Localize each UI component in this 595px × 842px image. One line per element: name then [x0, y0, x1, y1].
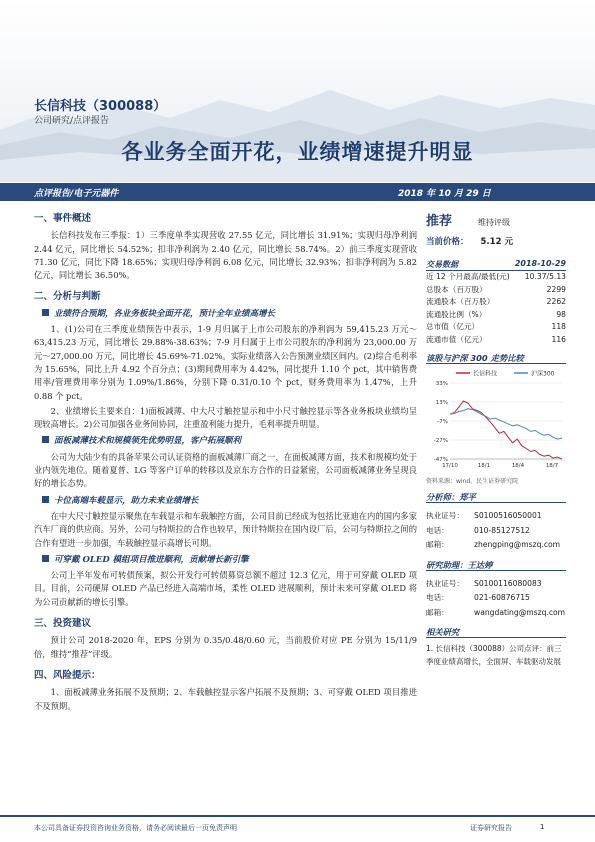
assistant-row-value: wangdating@mszq.com: [474, 607, 566, 617]
analyst-row-value: S0100516050001: [474, 511, 542, 520]
assistant-row: [426, 606, 566, 621]
trade-row-value: 118: [551, 322, 566, 331]
sidebar: [426, 210, 566, 668]
paragraph: 公司为大陆少有的具备苹果公司认证资格的面板减薄厂商之一，在面板减薄方面，技术和规模均处于业内领先地位。随着夏普、LG 等客户订单的转移以及京东方合作的日益紧密，公司面板减薄业务呈现良好的增长态势。: [34, 451, 417, 489]
related-title: 相关研究: [426, 626, 566, 638]
report-title: 各业务全面开花，业绩增速提升明显: [121, 140, 474, 164]
trade-row-value: 2262: [546, 297, 566, 306]
trade-row: [426, 321, 566, 334]
paragraph: 预计公司 2018-2020 年，EPS 分别为 0.35/0.48/0.60 元，当前股价对应 PE 分别为 15/11/9 倍，维持“推荐”评级。: [34, 635, 417, 659]
trade-row-value: 2299: [546, 284, 566, 294]
rating-note: 维持评级: [478, 218, 511, 227]
trade-data-header: [426, 259, 566, 271]
chart-svg: [426, 367, 566, 472]
analyst-row: [426, 509, 566, 524]
square-bullet-icon: [42, 555, 49, 562]
analyst-row-key: 电话：: [426, 525, 449, 535]
paragraph: 公司上半年发布可转债预案，拟公开发行可转债募资总额不超过 12.3 亿元，用于可穿戴 OLED 项目。目前，公司硬屏 OLED 产品已经进入高端市场，柔性 OLED 进展顺利，预计未来可穿戴 OLED 将为公司贡献新的增长引擎。: [34, 570, 417, 607]
assistant-row-key: 邮箱：: [426, 607, 449, 617]
page-number: 1: [540, 823, 545, 831]
chart-source: 资料来源：wind，民生证券研究院: [426, 478, 519, 485]
trade-data-date: 2018-10-29: [514, 259, 566, 268]
chart-title: 该股与沪深 300 走势比较: [426, 352, 566, 364]
assistant-row-value: 021-60876715: [474, 593, 530, 602]
page-footer: [0, 815, 595, 842]
price-label: 当前价格：: [426, 237, 469, 247]
assistant-row-value: S0100116080083: [474, 578, 542, 588]
trade-row-value: 10.37/5.13: [524, 272, 566, 281]
price-value: 5.12 元: [480, 237, 513, 247]
report-category: 点评报告/电子元器件: [34, 189, 119, 199]
analyst-row: [426, 524, 566, 539]
analyst-row: [426, 538, 566, 553]
bullet-heading: [34, 554, 417, 567]
legend-label: 长信科技: [473, 370, 498, 378]
bullet-heading: [34, 435, 417, 448]
price-row: [426, 235, 566, 247]
analyst-row-value: 010-85127512: [474, 525, 530, 535]
trade-row: [426, 309, 566, 322]
analyst-row-value: zhengping@mszq.com: [474, 540, 561, 549]
paragraph: 1、(1)公司在三季度业绩预告中表示，1-9 月归属于上市公司股东的净利润为 59,415.23 万元～63,415.23 万元，同比增长 29.88%-38.63%；7-9 月归属于上市公司股东的净利润为 23,000.00 万元～27,000.00 万元，同比增长 45.69%-71.02%。实际业绩落入公告预测业绩区间内。(2)综合毛利率为 15.65%，同比上升 4.92 个百分点；(3)期间费用率为 4.42%，同比提升 1.10 个 pct，其中销售费用率/管理费用率分别为 1.09%/1.86%，分别下降 0.31/0.10 个 pct，财务费用率为 1.47%，上升 0.88 个 pct。: [34, 324, 417, 401]
main-content: [34, 210, 417, 715]
bullet-heading-text: 业绩符合预期，各业务板块全面开花，预计全年业绩高增长: [54, 308, 276, 319]
related-research-item[interactable]: 1. 长信科技（300088）公司点评：前三季度业绩高增长，全面屏、车载驱动发展: [426, 644, 562, 666]
y-tick-label: -7%: [437, 419, 448, 425]
trade-data-table: [426, 271, 566, 346]
y-tick-label: 33%: [435, 381, 448, 387]
trade-row: [426, 296, 566, 309]
assistant-title: 研究助理：王达婷: [426, 559, 566, 571]
report-date: 2018 年 10 月 29 日: [398, 189, 491, 199]
bullet-heading: [34, 308, 417, 321]
trade-data-title: 交易数据: [426, 260, 458, 269]
legend-label: 沪深300: [531, 370, 555, 378]
trade-row: [426, 271, 566, 284]
section-heading: 一、事件概述: [34, 213, 92, 224]
rating: 推荐: [426, 214, 453, 229]
trade-row-value: 116: [551, 334, 566, 344]
assistant-row: [426, 591, 566, 606]
bullet-heading-text: 面板减薄技术和规模领先优势明显，客户拓展顺利: [54, 436, 242, 447]
section-heading: 三、投资建议: [34, 618, 92, 630]
trade-row-value: 98: [556, 309, 566, 319]
square-bullet-icon: [42, 496, 49, 503]
y-tick-label: 13%: [435, 400, 448, 406]
assistant-row-key: 电话：: [426, 593, 449, 602]
company-name: 长信科技（300088）: [34, 99, 167, 114]
trade-row: [426, 334, 566, 347]
paragraph: 在中大尺寸触控显示聚焦在车载显示和车载触控方面，公司目前已经成为包括比亚迪在内的国内多家汽车厂商的供应商。另外，公司与特斯拉的合作也较早，预计特斯拉在国内设厂后，公司与特斯拉之间的合作有望进一步加强，车载触控显示高增长可期。: [34, 510, 417, 548]
trade-row-key: 近 12 个月最高/最低(元): [426, 272, 510, 281]
trade-row-key: 流通股本（百万股）: [426, 297, 495, 306]
y-tick-label: -47%: [433, 457, 448, 463]
trade-row-key: 总股本（百万股）: [426, 284, 487, 294]
bullet-heading: [34, 495, 417, 508]
bullet-heading-text: 可穿戴 OLED 模组项目推进顺利，贡献增长新引擎: [54, 554, 249, 565]
trade-row-key: 总市值（亿元）: [426, 322, 480, 331]
rating-row: [426, 210, 566, 229]
analyst-title: 分析师：郑平: [426, 491, 566, 503]
analyst-row-key: 邮箱：: [426, 540, 449, 549]
analyst-info: [426, 509, 566, 553]
x-tick-label: 18/1: [477, 463, 491, 469]
section-heading: 二、分析与判断: [34, 291, 101, 303]
analyst-row-key: 执业证号：: [426, 511, 464, 520]
report-header: [0, 0, 595, 182]
paragraph: 长信科技发布三季报：1）三季度单季实现营收 27.55 亿元，同比增长 31.91%；实现归母净利润 2.44 亿元，同比增长 54.52%；扣非净利润为 2.40 亿元，同比增长 58.74%。2）前三季度实现营收 71.30 亿元，同比下降 18.65%；实现归母净利润 6.08 亿元，同比增长 32.93%；扣非净利润为 5.82 亿元，同比增长 36.50%。: [34, 230, 417, 281]
category-bar: [0, 183, 595, 201]
x-tick-label: 17/10: [442, 463, 458, 469]
report-type: 公司研究/点评报告: [34, 116, 110, 126]
square-bullet-icon: [42, 436, 49, 443]
stock-comparison-chart: [426, 367, 566, 474]
trade-row: [426, 284, 566, 297]
footer-disclaimer: 本公司具备证券投资咨询业务资格，请务必阅读最后一页免责声明: [34, 824, 237, 832]
assistant-row-key: 执业证号：: [426, 578, 464, 588]
square-bullet-icon: [42, 309, 49, 316]
assistant-info: [426, 577, 566, 621]
assistant-row: [426, 577, 566, 592]
x-tick-label: 18/4: [511, 463, 525, 469]
trade-row-key: 流通市值（亿元）: [426, 334, 487, 344]
series-line: [450, 401, 562, 459]
bullet-heading-text: 卡位高端车载显示，助力未来业绩增长: [54, 495, 199, 506]
paragraph: 2、业绩增长主要来自：1)面板减薄、中大尺寸触控显示和中小尺寸触控显示等各业务板块业绩均呈现较高增长。2)公司加强各业务间协同，注重盈利能力提升，毛利率提升明显。: [34, 405, 417, 430]
paragraph: 1、面板减薄业务拓展不及预期；2、车载触控显示客户拓展不及预期；3、可穿戴 OLED 项目推进不及预期。: [34, 687, 417, 711]
x-tick-label: 18/7: [545, 463, 559, 469]
y-tick-label: -27%: [433, 438, 448, 444]
section-heading: 四、风险提示：: [34, 669, 101, 681]
footer-name: 证券研究报告: [470, 824, 512, 832]
trade-row-key: 流通股比例（%）: [426, 309, 487, 319]
